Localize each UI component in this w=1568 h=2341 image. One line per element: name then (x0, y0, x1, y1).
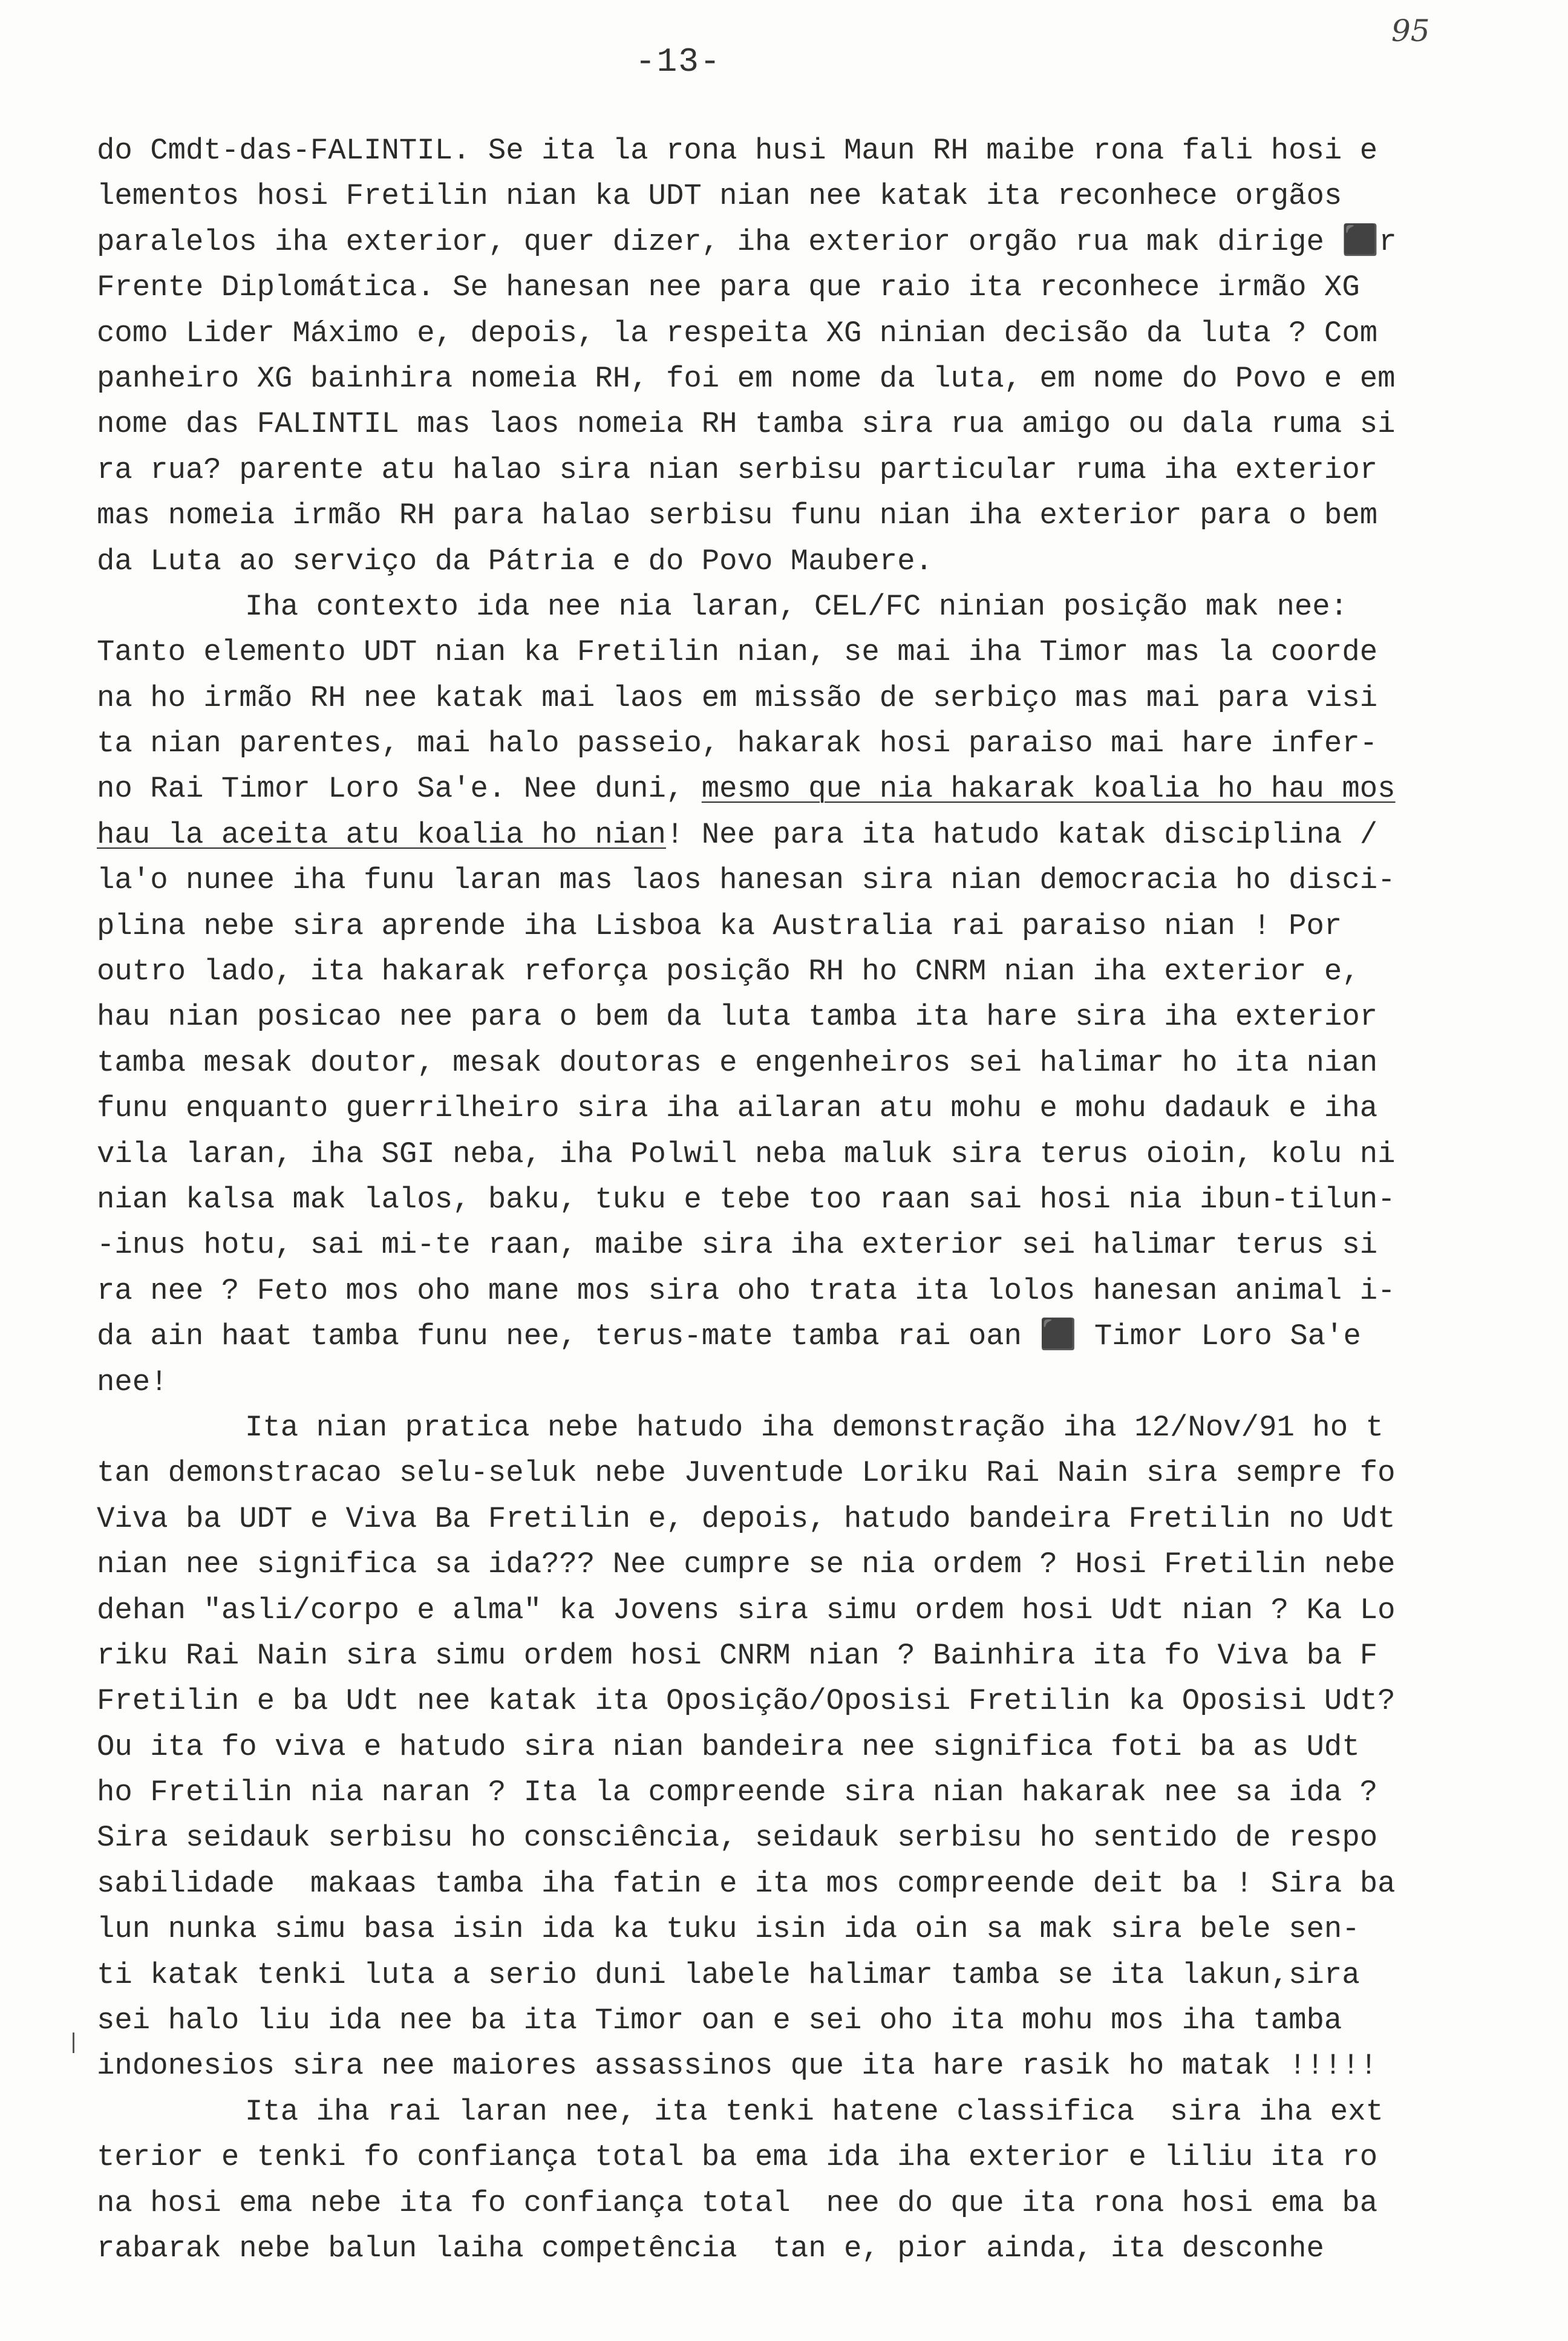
text-line: riku Rai Nain sira simu ordem hosi CNRM nian ? Bainhira ita fo Viva ba F (97, 1638, 1378, 1673)
text-segment: ! Nee para ita hatudo katak disciplina / (665, 817, 1378, 852)
text-line: la'o nunee iha funu laran mas laos hanesan sira nian democracia ho disci- (97, 863, 1396, 898)
text-line: ra nee ? Feto mos oho mane mos sira oho trata ita lolos hanesan animal i- (97, 1273, 1396, 1308)
underlined-segment: mesmo que nia hakarak koalia ho hau mos (701, 772, 1396, 806)
page-number: -13- (635, 42, 722, 81)
text-line: na hosi ema nebe ita fo confiança total nee do que ita rona hosi ema ba (97, 2186, 1378, 2220)
text-line: da Luta ao serviço da Pátria e do Povo Maubere. (97, 544, 933, 578)
text-line: nome das FALINTIL mas laos nomeia RH tamba sira rua amigo ou dala ruma si (97, 407, 1396, 442)
text-line: -inus hotu, sai mi-te raan, maibe sira iha exterior sei halimar terus si (97, 1228, 1378, 1262)
text-line: como Lider Máximo e, depois, la respeita XG ninian decisão da luta ? Com (97, 316, 1378, 350)
text-line: mas nomeia irmão RH para halao serbisu funu nian iha exterior para o bem (97, 498, 1378, 533)
text-line: funu enquanto guerrilheiro sira iha ailaran atu mohu e mohu dadauk e iha (97, 1091, 1378, 1126)
text-line: nee! (97, 1365, 168, 1399)
text-line: sabilidade makaas tamba iha fatin e ita mos compreende deit ba ! Sira ba (97, 1866, 1396, 1901)
text-line: na ho irmão RH nee katak mai laos em missão de serbiço mas mai para visi (97, 681, 1378, 715)
text-line: Fretilin e ba Udt nee katak ita Oposição/Oposisi Fretilin ka Oposisi Udt? (97, 1684, 1396, 1719)
paragraph-start-line: Ita iha rai laran nee, ita tenki hatene classifica sira iha ext (245, 2094, 1383, 2129)
text-line: lementos hosi Fretilin nian ka UDT nian nee katak ita reconhece orgãos (97, 179, 1342, 214)
text-line: indonesios sira nee maiores assassinos que ita hare rasik ho matak !!!!! (97, 2049, 1378, 2083)
text-line: panheiro XG bainhira nomeia RH, foi em nome da luta, em nome do Povo e em (97, 361, 1396, 396)
paragraph-start-line: Ita nian pratica nebe hatudo iha demonstração iha 12/Nov/91 ho t (245, 1410, 1383, 1445)
text-line: ho Fretilin nia naran ? Ita la compreende sira nian hakarak nee sa ida ? (97, 1775, 1378, 1810)
text-line: lun nunka simu basa isin ida ka tuku isin ida oin sa mak sira bele sen- (97, 1912, 1360, 1947)
text-line: Tanto elemento UDT nian ka Fretilin nian, se mai iha Timor mas la coorde (97, 635, 1378, 670)
text-line: terior e tenki fo confiança total ba ema ida iha exterior e liliu ita ro (97, 2140, 1378, 2175)
text-segment: no Rai Timor Loro Sa'e. Nee duni, (97, 772, 702, 806)
text-line: Sira seidauk serbisu ho consciência, seidauk serbisu ho sentido de respo (97, 1821, 1378, 1855)
text-line: rabarak nebe balun laiha competência tan e, pior ainda, ita desconhe (97, 2231, 1324, 2265)
text-line: Frente Diplomática. Se hanesan nee para que raio ita reconhece irmão XG (97, 270, 1360, 305)
handwritten-page-number: 95 (1391, 13, 1430, 48)
paragraph-start-line: Iha contexto ida nee nia laran, CEL/FC ninian posição mak nee: (245, 589, 1348, 624)
text-line: ta nian parentes, mai halo passeio, hakarak hosi paraiso mai hare infer- (97, 726, 1378, 761)
text-line: plina nebe sira aprende iha Lisboa ka Australia rai paraiso nian ! Por (97, 909, 1342, 943)
text-line: dehan "asli/corpo e alma" ka Jovens sira simu ordem hosi Udt nian ? Ka Lo (97, 1593, 1396, 1627)
text-line: outro lado, ita hakarak reforça posição RH ho CNRM nian iha exterior e, (97, 955, 1360, 989)
text-line: nian nee significa sa ida??? Nee cumpre se nia ordem ? Hosi Fretilin nebe (97, 1547, 1396, 1582)
text-line-with-underline (97, 812, 1512, 858)
text-line: paralelos iha exterior, quer dizer, iha exterior orgão rua mak dirige ⬛r (97, 224, 1397, 259)
text-line: hau nian posicao nee para o bem da luta tamba ita hare sira iha exterior (97, 1000, 1378, 1034)
text-line: ti katak tenki luta a serio duni labele halimar tamba se ita lakun,sira (97, 1957, 1360, 1992)
margin-tick-mark (73, 2032, 74, 2053)
text-line: do Cmdt-das-FALINTIL. Se ita la rona husi Maun RH maibe rona fali hosi e (97, 134, 1378, 168)
text-line: Viva ba UDT e Viva Ba Fretilin e, depois, hatudo bandeira Fretilin no Udt (97, 1501, 1396, 1536)
text-line: sei halo liu ida nee ba ita Timor oan e sei oho ita mohu mos iha tamba (97, 2003, 1342, 2038)
text-line: nian kalsa mak lalos, baku, tuku e tebe too raan sai hosi nia ibun-tilun- (97, 1182, 1396, 1216)
text-line: tamba mesak doutor, mesak doutoras e engenheiros sei halimar ho ita nian (97, 1045, 1378, 1080)
text-line: da ain haat tamba funu nee, terus-mate tamba rai oan ⬛ Timor Loro Sa'e (97, 1319, 1361, 1354)
body-text (97, 128, 1512, 2271)
text-line: ra rua? parente atu halao sira nian serbisu particular ruma iha exterior (97, 452, 1378, 487)
underlined-segment: hau la aceita atu koalia ho nian (97, 817, 666, 852)
text-line: vila laran, iha SGI neba, iha Polwil neba maluk sira terus oioin, kolu ni (97, 1137, 1396, 1171)
text-line: tan demonstracao selu-seluk nebe Juventude Loriku Rai Nain sira sempre fo (97, 1456, 1396, 1490)
text-line-with-underline (97, 766, 1512, 812)
text-line: Ou ita fo viva e hatudo sira nian bandeira nee significa foti ba as Udt (97, 1729, 1360, 1764)
